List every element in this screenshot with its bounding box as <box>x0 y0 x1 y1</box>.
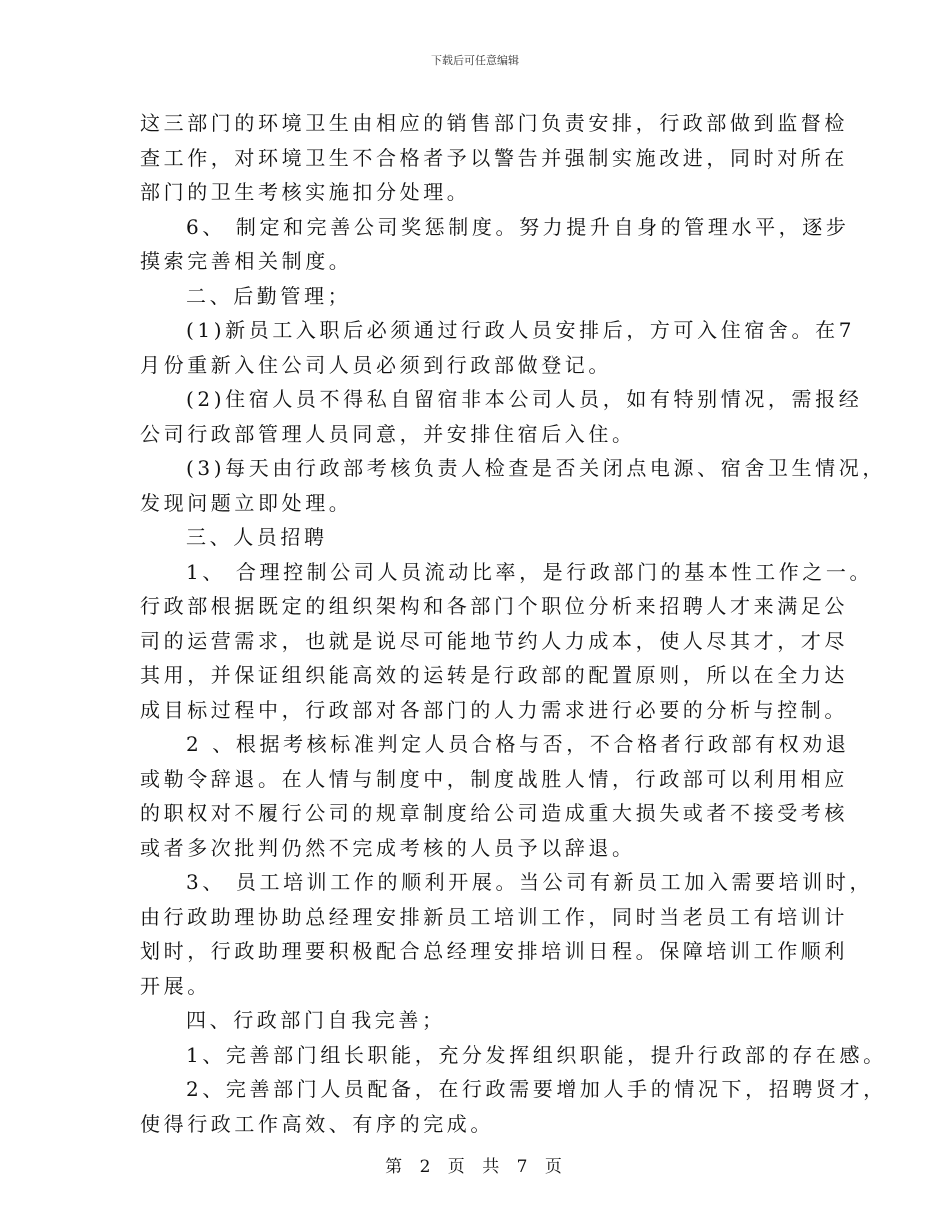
text-line: 行政部根据既定的组织架构和各部门个职位分析来招聘人才来满足公 <box>140 594 848 618</box>
text-line: 其用，并保证组织能高效的运转是行政部的配置原则，所以在全力达 <box>140 663 848 687</box>
section-heading: 四、行政部门自我完善； <box>186 1008 446 1032</box>
section-heading: 三、人员招聘 <box>186 525 328 549</box>
text-line: 使得行政工作高效、有序的完成。 <box>140 1111 494 1136</box>
text-line: 由行政助理协助总经理安排新员工培训工作，同时当老员工有培训计 <box>140 904 848 929</box>
text-line: 这三部门的环境卫生由相应的销售部门负责安排，行政部做到监督检 <box>140 111 848 135</box>
section-heading: 二、后勤管理； <box>186 283 352 308</box>
text-line: 2、完善部门人员配备，在行政需要增加人手的情况下，招聘贤才， <box>186 1077 887 1101</box>
text-line: 的职权对不履行公司的规章制度给公司造成重大损失或者不接受考核 <box>140 801 848 825</box>
text-line: 月份重新入住公司人员必须到行政部做登记。 <box>140 352 612 377</box>
text-line: 1、完善部门组长职能，充分发挥组织职能，提升行政部的存在感。 <box>186 1042 887 1067</box>
text-line: (1)新员工入职后必须通过行政人员安排后，方可入住宿舍。在7 <box>186 318 856 342</box>
text-line: 公司行政部管理人员同意，并安排住宿后入住。 <box>140 421 636 446</box>
text-line: 司的运营需求，也就是说尽可能地节约人力成本，使人尽其才，才尽 <box>140 628 848 653</box>
text-line: 发现问题立即处理。 <box>140 490 353 515</box>
text-line: 摸索完善相关制度。 <box>140 249 353 273</box>
text-line: 开展。 <box>140 973 211 998</box>
text-line: 6、 制定和完善公司奖惩制度。努力提升自身的管理水平，逐步 <box>186 214 850 239</box>
text-line: 查工作，对环境卫生不合格者予以警告并强制实施改进，同时对所在 <box>140 145 848 170</box>
text-line: 划时，行政助理要积极配合总经理安排培训日程。保障培训工作顺利 <box>140 939 848 963</box>
text-line: 或勒令辞退。在人情与制度中，制度战胜人情，行政部可以利用相应 <box>140 766 848 791</box>
page-header: 下载后可任意编辑 <box>431 54 519 67</box>
page-number: 第 2 页 共 7 页 <box>385 1157 565 1177</box>
text-line: 2 、根据考核标准判定人员合格与否，不合格者行政部有权劝退 <box>186 732 850 756</box>
text-line: 1、 合理控制公司人员流动比率，是行政部门的基本性工作之一。 <box>186 559 874 584</box>
text-line: 或者多次批判仍然不完成考核的人员予以辞退。 <box>140 835 636 860</box>
text-line: 部门的卫生考核实施扣分处理。 <box>140 180 471 204</box>
text-line: 成目标过程中，行政部对各部门的人力需求进行必要的分析与控制。 <box>140 697 848 722</box>
document-body <box>140 106 887 1141</box>
text-line: (3)每天由行政部考核负责人检查是否关闭点电源、宿舍卫生情况， <box>186 456 886 480</box>
text-line: (2)住宿人员不得私自留宿非本公司人员，如有特别情况，需报经 <box>186 387 863 411</box>
text-line: 3、 员工培训工作的顺利开展。当公司有新员工加入需要培训时， <box>186 870 874 894</box>
